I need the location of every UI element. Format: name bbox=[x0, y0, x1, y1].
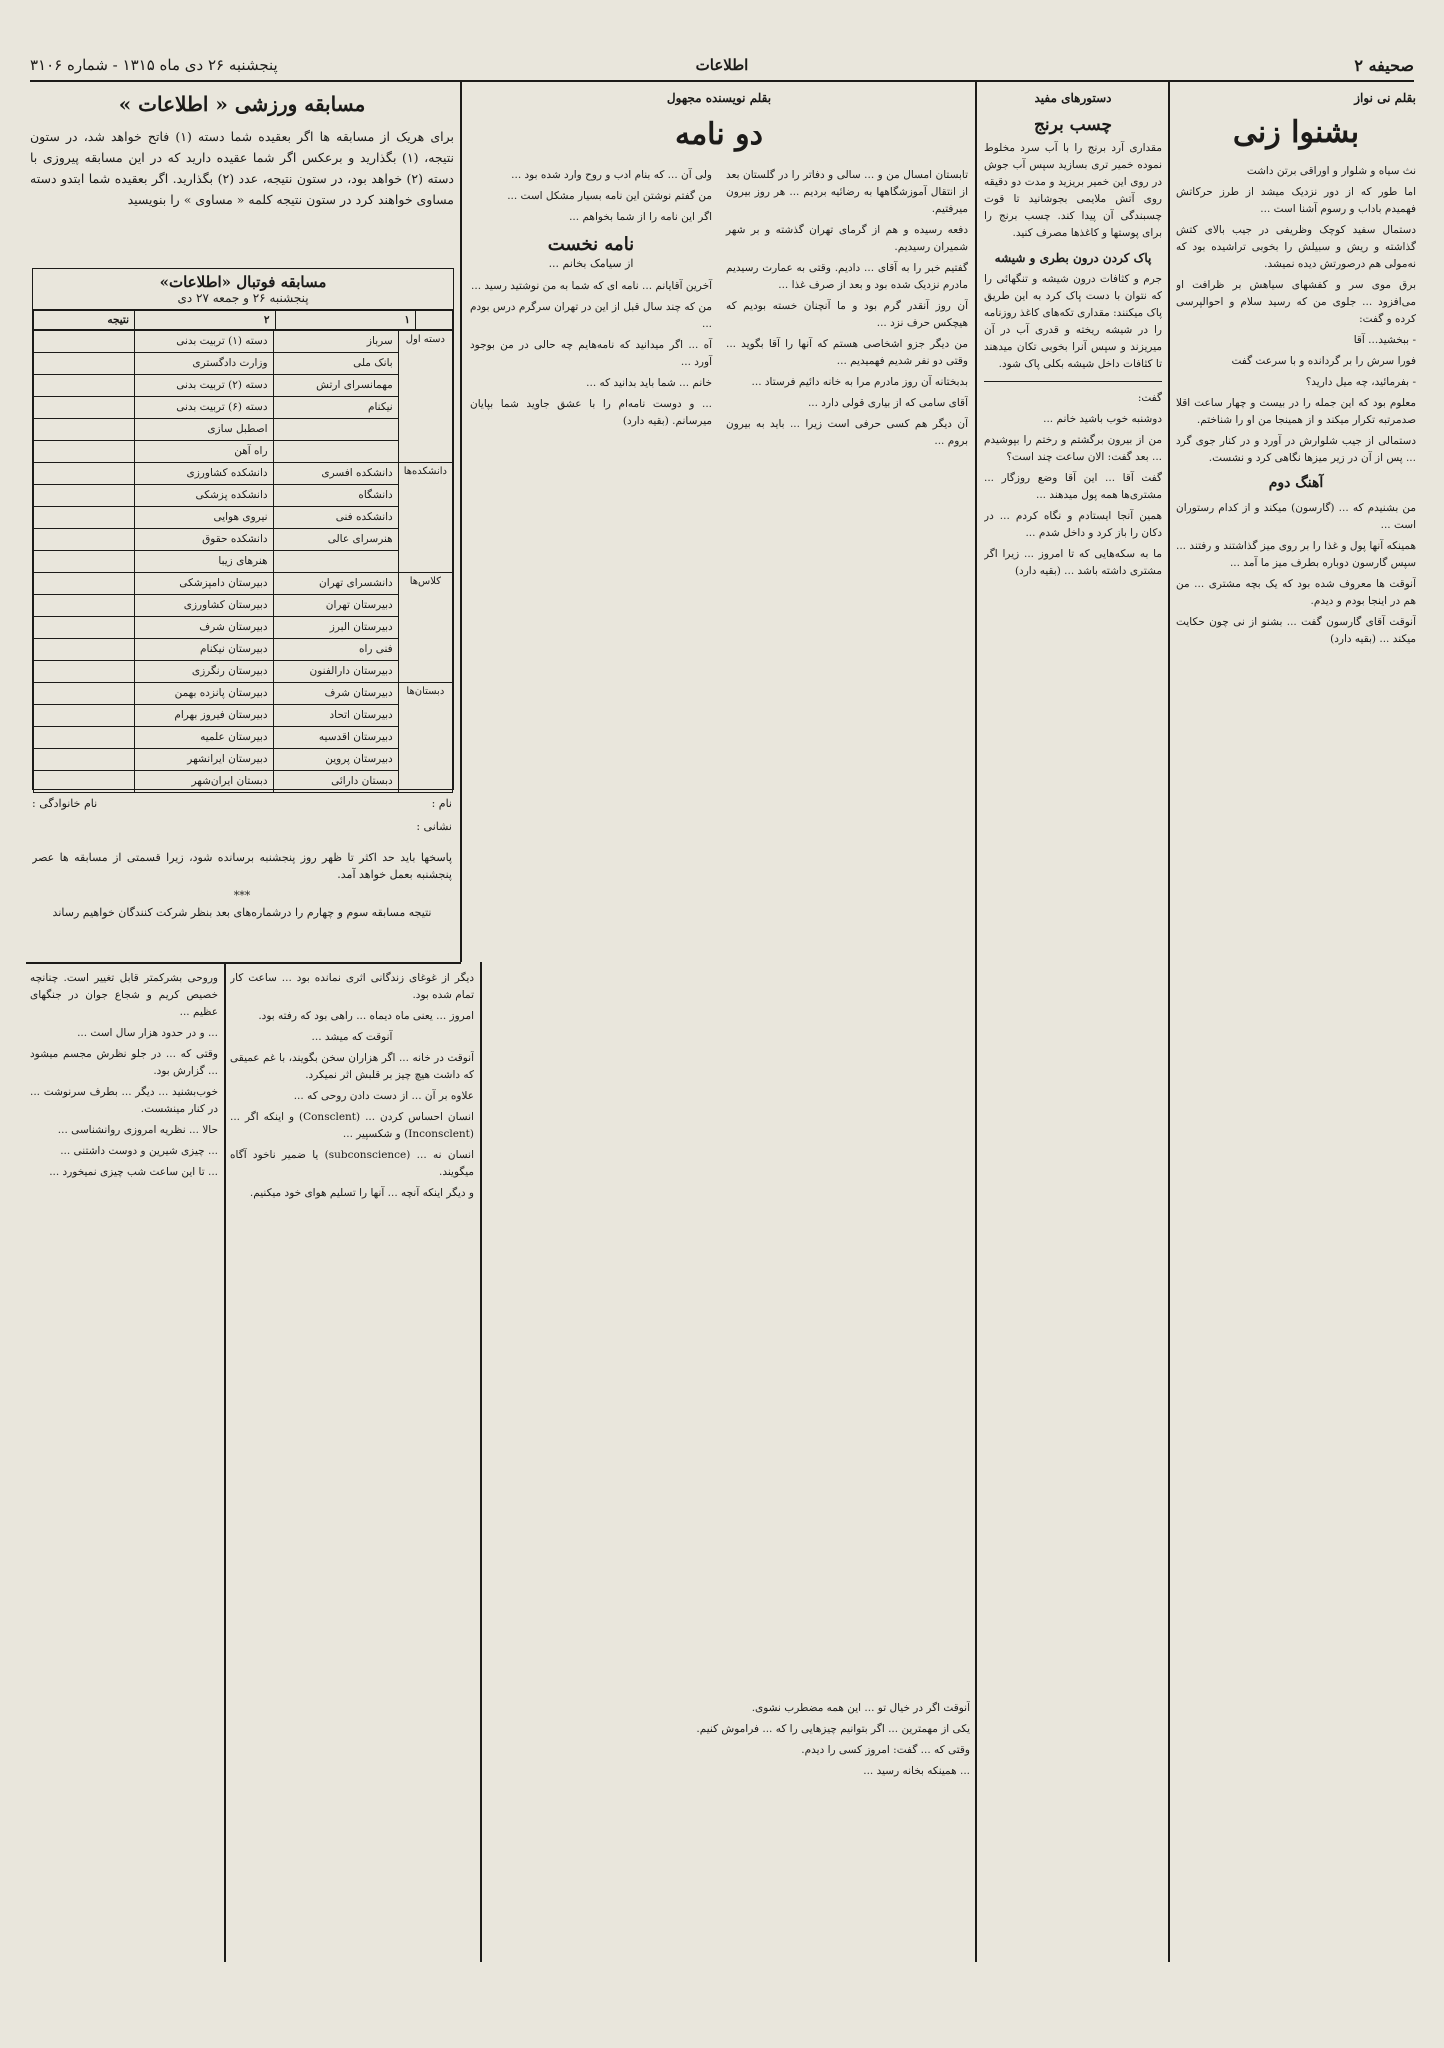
name-label: نام : bbox=[431, 797, 452, 810]
letters-paragraph: تابستان امسال من و ... سالی و دفاتر را در گلستان بعد از انتقال آموزشگاهها به رضائیه بردیم ... هر روز بیرون میرفتیم. bbox=[726, 169, 968, 215]
group-name: کلاس‌ها bbox=[398, 573, 452, 683]
letters-paragraph: بدبختانه آن روز مادرم مرا به خانه دائیم فرستاد ... bbox=[751, 376, 968, 388]
football-table bbox=[32, 268, 454, 790]
team1-cell: دبیرستان اقدسیه bbox=[273, 727, 398, 749]
team2-cell: هنرهای زیبا bbox=[135, 551, 274, 573]
team2-cell: دانشکده پزشکی bbox=[135, 485, 274, 507]
team2-cell: دانشکده حقوق bbox=[135, 529, 274, 551]
result-cell[interactable] bbox=[34, 617, 135, 639]
table-row bbox=[34, 551, 453, 573]
poem-title: بشنوا زنی bbox=[1232, 115, 1360, 150]
team2-cell: دبیرستان نیکنام bbox=[135, 639, 274, 661]
team1-cell: دبستان دارائی bbox=[273, 771, 398, 793]
lower-paragraph: وروحی بشرکمتر قابل تغییر است. چنانچه خصیص کریم و شجاع جوان در جنگهای عظیم ... bbox=[30, 972, 218, 1018]
table-row bbox=[34, 573, 453, 595]
team2-cell: دبیرستان رنگرزی bbox=[135, 661, 274, 683]
letters-paragraph: من گفتم نوشتن این نامه بسیار مشکل است ... bbox=[507, 190, 712, 202]
result-cell[interactable] bbox=[34, 331, 135, 353]
lower-column-a bbox=[230, 970, 474, 1950]
lower-paragraph: خوب‌بشنید ... دیگر ... بطرف سرنوشت ... در کنار مینشست. bbox=[30, 1086, 218, 1115]
poem-paragraph: - بفرمائید، چه میل دارید؟ bbox=[1305, 376, 1416, 388]
letters-title: دو نامه bbox=[675, 117, 763, 152]
result-cell[interactable] bbox=[34, 507, 135, 529]
table-header-row bbox=[34, 311, 453, 330]
group-name: دبستان‌ها bbox=[398, 683, 452, 793]
item2-title: پاک کردن درون بطری و شیشه bbox=[994, 251, 1152, 265]
team2-cell: نیروی هوایی bbox=[135, 507, 274, 529]
table-row bbox=[34, 331, 453, 353]
poem-column bbox=[1176, 86, 1416, 1966]
lower-paragraph: ... و در حدود هزار سال است ... bbox=[77, 1027, 218, 1039]
team2-cell: دبیرستان دامپزشکی bbox=[135, 573, 274, 595]
table-row bbox=[34, 507, 453, 529]
team2-cell: وزارت دادگستری bbox=[135, 353, 274, 375]
lower-paragraph: وقتی که ... در جلو نظرش مجسم میشود ... گزارش بود. bbox=[30, 1048, 218, 1077]
lower-column-b bbox=[30, 970, 218, 1950]
result-cell[interactable] bbox=[34, 485, 135, 507]
letters-paragraph: آن روز آنقدر گرم بود و ما آنچنان خسته بودیم که هیچکس حرف نزد ... bbox=[726, 300, 968, 329]
table-row bbox=[34, 705, 453, 727]
paper-name: اطلاعات bbox=[695, 56, 749, 74]
letters-paragraph: آقای سامی که از بیاری قولی دارد ... bbox=[807, 397, 968, 409]
result-cell[interactable] bbox=[34, 749, 135, 771]
lower-paragraph: ... چیزی شیرین و دوست داشتنی ... bbox=[60, 1145, 218, 1157]
item1-title: چسب برنج bbox=[1033, 115, 1113, 135]
column-rule bbox=[224, 962, 226, 1962]
continuation-paragraph: گفت: bbox=[1137, 392, 1162, 404]
table-row bbox=[34, 485, 453, 507]
letters-paragraph: خانم ... شما باید بدانید که ... bbox=[586, 377, 712, 389]
result-cell[interactable] bbox=[34, 573, 135, 595]
team1-cell: دانشکده فنی bbox=[273, 507, 398, 529]
team2-cell: دبیرستان علمیه bbox=[135, 727, 274, 749]
result-cell[interactable] bbox=[34, 727, 135, 749]
table-row bbox=[34, 771, 453, 793]
letters-paragraph: آن دیگر هم کسی حرفی است زیرا ... باید به بیرون بروم ... bbox=[726, 418, 968, 447]
poem-paragraph: دستمالی از جیب شلوارش در آورد و در کنار جوی گرد ... پس از آن در زیر میزها نگاهی کرد و نشست. bbox=[1176, 435, 1416, 464]
poem-paragraph: دستمال سفید کوچک وظریفی در جیب بالای کتش گذاشته و ریش و سبیلش را بخوبی تراشیده بود که نه‌مولی هم درصورتش دیده نمیشد. bbox=[1176, 224, 1416, 270]
team1-cell bbox=[273, 419, 398, 441]
table-row bbox=[34, 639, 453, 661]
team1-cell: دانشسرای تهران bbox=[273, 573, 398, 595]
table-row bbox=[34, 529, 453, 551]
poem-paragraph: معلوم بود که این جمله را در بیست و چهار ساعت اقلا صدمرتبه تکرار میکند و از همینجا من او را شناختم. bbox=[1176, 397, 1416, 426]
poem-paragraph: فورا سرش را بر گردانده و با سرعت گفت bbox=[1231, 355, 1416, 367]
team2-cell: دبیرستان ایرانشهر bbox=[135, 749, 274, 771]
team2-col-header: ۲ bbox=[135, 311, 276, 330]
letters-paragraph: اگر این نامه را از شما بخواهم ... bbox=[569, 211, 712, 223]
team1-cell: دبیرستان شرف bbox=[273, 683, 398, 705]
result-col-header: نتیجه bbox=[34, 311, 135, 330]
letters-paragraph: من که چند سال قبل از این در تهران سرگرم درس بودم ... bbox=[470, 301, 712, 330]
result-cell[interactable] bbox=[34, 683, 135, 705]
instructions-column bbox=[984, 86, 1162, 1966]
table-title: مسابقه فوتبال «اطلاعات» bbox=[159, 273, 327, 291]
lower-column-c bbox=[486, 1700, 970, 1950]
team1-cell: مهمانسرای ارتش bbox=[273, 375, 398, 397]
poem-paragraph: آنوقت ها معروف شده بود که یک بچه مشتری ... من هم در اینجا بودم و دیدم. bbox=[1176, 578, 1416, 607]
team1-cell: دانشگاه bbox=[273, 485, 398, 507]
lower-paragraph: دیگر از غوغای زندگانی اثری نمانده بود ... ساعت کار تمام شده بود. bbox=[230, 972, 474, 1001]
lower-paragraph: انسان احساس کردن ... (Consclent) و اینکه اگر ... (Inconsclent) و شکسپیر ... bbox=[230, 1111, 474, 1140]
result-cell[interactable] bbox=[34, 375, 135, 397]
continuation-paragraph: گفت آقا ... این آقا وضع روزگار ... مشتری‌ها همه پول میدهند ... bbox=[984, 472, 1162, 501]
family-name-label: نام خانوادگی : bbox=[32, 797, 98, 810]
first-letter-subtitle: از سیامک بخانم ... bbox=[548, 257, 634, 270]
table-row bbox=[34, 463, 453, 485]
team2-cell: دسته (۶) تربیت بدنی bbox=[135, 397, 274, 419]
table-row bbox=[34, 661, 453, 683]
team2-cell: اصطبل سازی bbox=[135, 419, 274, 441]
first-letter-title: نامه نخست bbox=[547, 234, 635, 255]
team2-cell: دسته (۲) تربیت بدنی bbox=[135, 375, 274, 397]
letters-paragraph: آخرین آقایانم ... نامه ای که شما به من نوشتید رسید ... bbox=[471, 280, 712, 292]
team1-cell: دبیرستان دارالفنون bbox=[273, 661, 398, 683]
competition-header bbox=[30, 90, 454, 260]
poem-paragraph: - ببخشید... آقا bbox=[1353, 334, 1416, 346]
team1-cell: نیکنام bbox=[273, 397, 398, 419]
poem-paragraph: نث سیاه و شلوار و اوراقی برتن داشت bbox=[1246, 165, 1416, 177]
team1-cell: هنرسرای عالی bbox=[273, 529, 398, 551]
poem-paragraph: برق موی سر و کفشهای سیاهش بر ظرافت او می‌افزود ... جلوی من که رسید سلام و احوالپرسی کرده و گفت: bbox=[1176, 279, 1416, 325]
letters-paragraph: آه ... اگر میدانید که نامه‌هایم چه حالی در من بوجود آورد ... bbox=[470, 339, 712, 368]
issue-info: پنجشنبه ۲۶ دی ماه ۱۳۱۵ - شماره ۳۱۰۶ bbox=[30, 56, 278, 74]
continuation-paragraph: دوشنبه خوب باشید خانم ... bbox=[1043, 413, 1162, 425]
lower-paragraph: انسان نه ... (subconscience) یا ضمیر ناخود آگاه میگویند. bbox=[230, 1149, 474, 1178]
lower-paragraph: آنوقت که میشد ... bbox=[311, 1031, 393, 1043]
table-row bbox=[34, 749, 453, 771]
result-cell[interactable] bbox=[34, 661, 135, 683]
lower-paragraph: امروز ... یعنی ماه دیماه ... راهی بود که رفته بود. bbox=[258, 1010, 474, 1022]
table-row bbox=[34, 441, 453, 463]
column-rule bbox=[460, 82, 462, 962]
team1-cell: دبیرستان تهران bbox=[273, 595, 398, 617]
team2-cell: دانشکده کشاورزی bbox=[135, 463, 274, 485]
team1-col-header: ۱ bbox=[275, 311, 416, 330]
stars: *** bbox=[233, 889, 251, 902]
team1-cell bbox=[273, 441, 398, 463]
lower-paragraph: ... تا این ساعت شب چیزی نمیخورد ... bbox=[49, 1166, 218, 1178]
lower-paragraph: ... همینکه بخانه رسید ... bbox=[863, 1765, 970, 1777]
poem-subheading: آهنگ دوم bbox=[1268, 475, 1324, 491]
group-col-header bbox=[416, 311, 453, 330]
entry-form bbox=[32, 795, 452, 960]
table-row bbox=[34, 397, 453, 419]
letters-paragraph: ... و دوست نامه‌ام را با عشق جاوید شما بپایان میرسانم. (بقیه دارد) bbox=[470, 398, 712, 427]
item2-body: جرم و کثافات درون شیشه و تنگهائی را که نتوان با دست پاک کرد به این طریق پاک میکنند: مقداری تکه‌های کاغذ روزنامه را در شیشه ریخته و قدری آب در آن میریزند و سپس آنرا بخوبی تکان میدهند تا کثافات داخل شیشه بکلی پاک شود. bbox=[984, 273, 1162, 370]
table-row bbox=[34, 375, 453, 397]
letters-byline: بقلم نویسنده مجهول bbox=[666, 91, 772, 105]
result-cell[interactable] bbox=[34, 353, 135, 375]
group-name: دانشکده‌ها bbox=[398, 463, 452, 573]
item1-body: مقداری آرد برنج را با آب سرد مخلوط نموده خمیر تری بسازید سپس آب جوش در روی این خمیر بریزید و مدت دو دقیقه روی آتش ملایمی بجوشانید تا قوت چسبندگی آن پیدا کند. چسب برنج را برای پوستها و کاغذها مصرف کنید. bbox=[984, 142, 1162, 239]
table-row bbox=[34, 617, 453, 639]
competition-intro: برای هریک از مسابقه ها اگر بعقیده شما دسته (۱) فاتح خواهد شد، در ستون نتیجه، (۱) بگذارید و برعکس اگر شما عقیده دارید که در این مسابقه پیروزی با دسته (۲) خواهد بود، در ستون نتیجه، عدد (۲) بگذارید. اگر بعقیده شما ابتدو دسته مساوی خواهند کرد در ستون نتیجه کلمه « مساوی » را بنویسید bbox=[30, 129, 454, 207]
continuation-paragraph: من از بیرون برگشتم و رختم را بپوشیدم ... بعد گفت: الان ساعت چند است؟ bbox=[984, 434, 1162, 463]
letters-paragraph: گفتیم خبر را به آقای ... دادیم. وقتی به عمارت رسیدیم مادرم نزدیک شده بود و بعد از صرف غذا ... bbox=[726, 262, 968, 291]
lower-paragraph: آنوقت اگر در خیال تو ... این همه مضطرب نشوی. bbox=[751, 1702, 970, 1714]
table-date: پنجشنبه ۲۶ و جمعه ۲۷ دی bbox=[33, 291, 453, 310]
column-rule bbox=[1168, 82, 1170, 1962]
result-cell[interactable] bbox=[34, 705, 135, 727]
team1-cell: بانک ملی bbox=[273, 353, 398, 375]
letters-paragraph: من دیگر جزو اشخاصی هستم که آنها را آقا بگوید ... وقتی دو نفر شدیم فهمیدیم ... bbox=[726, 338, 968, 367]
divider bbox=[984, 381, 1162, 382]
result-cell[interactable] bbox=[34, 441, 135, 463]
letters-column bbox=[470, 86, 968, 1966]
team1-cell: دبیرستان پروین bbox=[273, 749, 398, 771]
lower-paragraph: وقتی که ... گفت: امروز کسی را دیدم. bbox=[801, 1744, 970, 1756]
lower-paragraph: حالا ... نظریه امروزی روانشناسی ... bbox=[57, 1124, 218, 1136]
team2-cell: دبیرستان کشاورزی bbox=[135, 595, 274, 617]
team1-cell: سرباز bbox=[273, 331, 398, 353]
result-cell[interactable] bbox=[34, 771, 135, 793]
results-table bbox=[33, 310, 453, 330]
team2-cell: دبیرستان فیروز بهرام bbox=[135, 705, 274, 727]
team2-cell: راه آهن bbox=[135, 441, 274, 463]
result-cell[interactable] bbox=[34, 419, 135, 441]
poem-paragraph: اما طور که از دور نزدیک میشد از طرز حرکاتش فهمیدم باداب و رسوم آشنا است ... bbox=[1176, 186, 1416, 215]
group-name: دسته اول bbox=[398, 331, 452, 463]
lower-paragraph: علاوه بر آن ... از دست دادن روحی که ... bbox=[293, 1090, 474, 1102]
letters-paragraph: ولی آن ... که بنام ادب و روح وارد شده بود ... bbox=[511, 169, 712, 181]
letters-paragraph: دفعه رسیده و هم از گرمای تهران گذشته و بر شهر شمیران رسیدیم. bbox=[726, 224, 968, 253]
page-label: صحیفه ۲ bbox=[1354, 56, 1414, 75]
competition-notice: پاسخها باید حد اکثر تا ظهر روز پنجشنبه برسانده شود، زیرا قسمتی از مسابقه ها عصر پنجشنبه بعمل خواهد آمد. bbox=[32, 851, 452, 881]
poem-paragraph: من بشنیدم که ... (گارسون) میکند و از کدام رستوران است ... bbox=[1176, 502, 1416, 531]
poem-paragraph: همینکه آنها پول و غذا را بر روی میز گذاشتند و رفتند ... سپس گارسون دوباره بطرف میز ما آمد ... bbox=[1176, 540, 1416, 569]
table-row bbox=[34, 683, 453, 705]
team1-cell: دبیرستان البرز bbox=[273, 617, 398, 639]
table-row bbox=[34, 595, 453, 617]
result-cell[interactable] bbox=[34, 397, 135, 419]
lower-paragraph: یکی از مهمترین ... اگر بتوانیم چیزهایی را که ... فراموش کنیم. bbox=[696, 1723, 970, 1735]
team1-cell bbox=[273, 551, 398, 573]
team2-cell: دبیرستان شرف bbox=[135, 617, 274, 639]
result-cell[interactable] bbox=[34, 529, 135, 551]
continuation-paragraph: همین آنجا ایستادم و نگاه کردم ... در دکان را باز کرد و داخل شدم ... bbox=[984, 510, 1162, 539]
team1-cell: فنی راه bbox=[273, 639, 398, 661]
column-rule bbox=[975, 82, 977, 1962]
results-note: نتیجه مسابقه سوم و چهارم را درشماره‌های بعد بنظر شرکت کنندگان خواهیم رساند bbox=[52, 906, 432, 919]
table-row bbox=[34, 727, 453, 749]
lower-paragraph: آنوقت در خانه ... اگر هزاران سخن بگویند، با غم عمیقی که داشت هیچ چیز بر قلبش اثر نمیکرد. bbox=[230, 1052, 474, 1081]
lower-paragraph: و دیگر اینکه آنچه ... آنها را تسلیم هوای خود میکنیم. bbox=[249, 1187, 474, 1199]
team1-cell: دبیرستان اتحاد bbox=[273, 705, 398, 727]
table-row bbox=[34, 419, 453, 441]
continuation-paragraph: ما به سکه‌هایی که تا امروز ... زیرا اگر مشتری داشته باشد ... (بقیه دارد) bbox=[984, 548, 1162, 577]
poem-byline: بقلم نی نواز bbox=[1354, 91, 1416, 105]
team1-cell: دانشکده افسری bbox=[273, 463, 398, 485]
team2-cell: دسته (۱) تربیت بدنی bbox=[135, 331, 274, 353]
instructions-label: دستورهای مفید bbox=[1034, 91, 1112, 105]
team2-cell: دبیرستان پانزده بهمن bbox=[135, 683, 274, 705]
result-cell[interactable] bbox=[34, 639, 135, 661]
result-cell[interactable] bbox=[34, 463, 135, 485]
competition-title: مسابقه ورزشی « اطلاعات » bbox=[118, 92, 366, 116]
poem-paragraph: آنوقت آقای گارسون گفت ... بشنو از نی چون حکایت میکند ... (بقیه دارد) bbox=[1176, 616, 1416, 645]
result-cell[interactable] bbox=[34, 551, 135, 573]
section-rule bbox=[26, 962, 461, 964]
team2-cell: دبستان ایران‌شهر bbox=[135, 771, 274, 793]
masthead bbox=[30, 50, 1414, 82]
groups-table bbox=[33, 330, 453, 793]
table-row bbox=[34, 353, 453, 375]
result-cell[interactable] bbox=[34, 595, 135, 617]
address-label: نشانی : bbox=[416, 820, 452, 833]
